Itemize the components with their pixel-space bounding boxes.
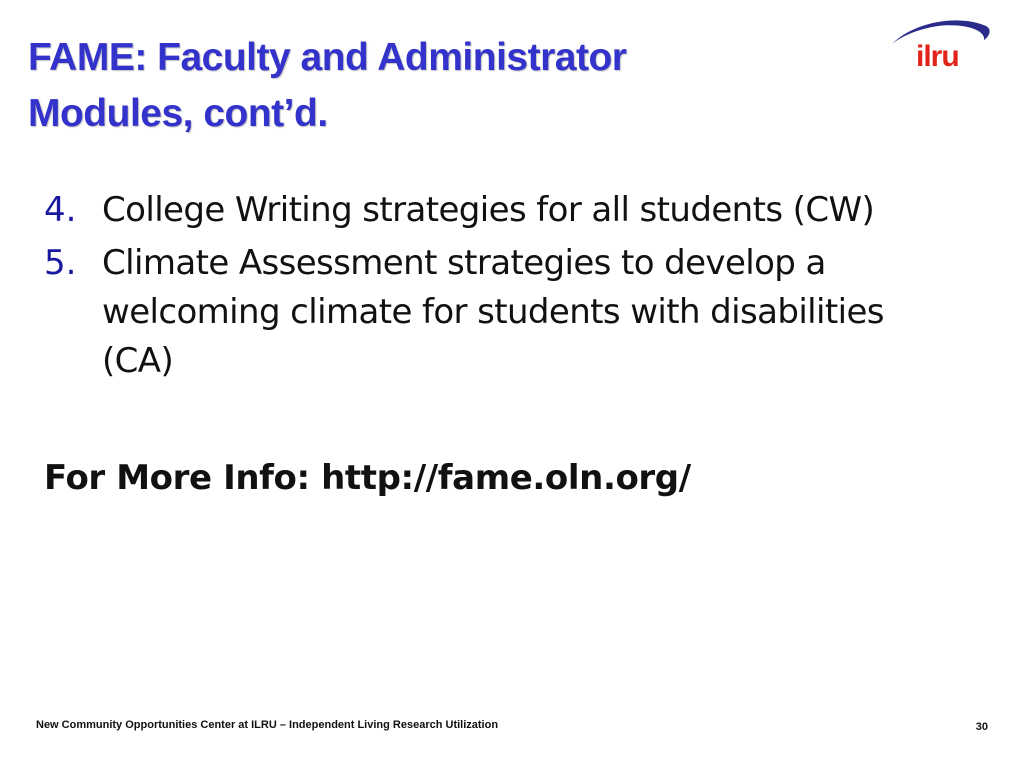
list-item-text: College Writing strategies for all students (CW) bbox=[102, 190, 875, 230]
slide-title-line-1: FAME: Faculty and Administrator bbox=[28, 36, 627, 79]
list-item-number: 5. bbox=[44, 243, 77, 283]
slide-title-line-2: Modules, cont’d. bbox=[28, 92, 328, 135]
footer-text: New Community Opportunities Center at ILRU – Independent Living Research Utilization bbox=[36, 719, 499, 731]
list-item bbox=[44, 186, 964, 235]
slide-title bbox=[28, 30, 828, 142]
content-list bbox=[44, 186, 964, 390]
page-number: 30 bbox=[975, 721, 988, 733]
list-item bbox=[44, 239, 964, 386]
list-item-text: Climate Assessment strategies to develop a welcoming climate for students with disabilities (CA) bbox=[102, 243, 884, 381]
more-info-link-text: For More Info: http://fame.oln.org/ bbox=[44, 458, 691, 498]
ilru-logo bbox=[886, 14, 996, 76]
logo-text: ilru bbox=[916, 40, 959, 73]
list-item-number: 4. bbox=[44, 190, 77, 230]
